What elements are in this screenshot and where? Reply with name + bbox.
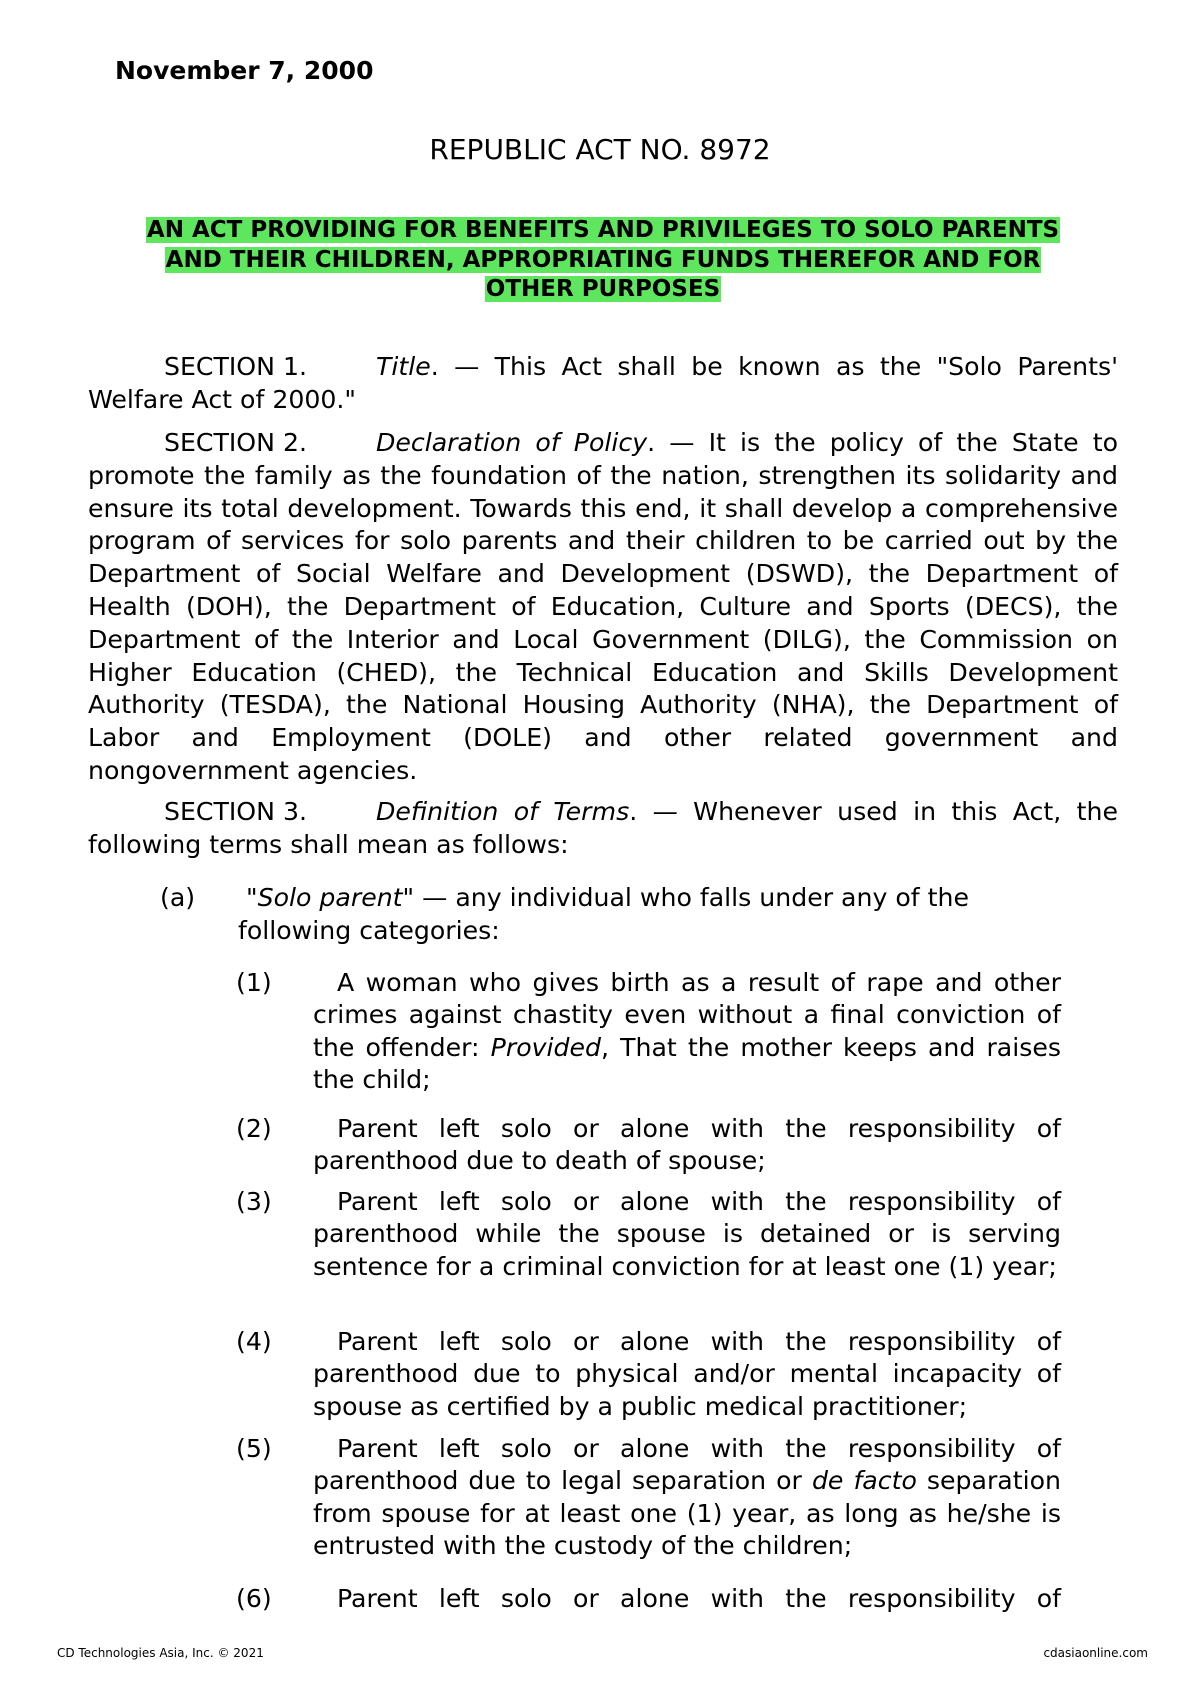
item-marker: (3) — [236, 1187, 272, 1216]
act-number: REPUBLIC ACT NO. 8972 — [429, 133, 771, 166]
item-marker: (4) — [236, 1327, 272, 1356]
section-text: . — Whenever used in this Act, the following terms shall mean as follows: — [88, 797, 1118, 859]
item-marker: (6) — [236, 1584, 272, 1613]
section-text: . — It is the policy of the State to promote the family as the foundation of the nation, strengthen its solidarity and ensure its total development. Towards this end, it shall develop a comprehensive program of services for solo parents and their children to be carried out by the Department of Social Welfare and Development (DSWD), the Department of Health (DOH), the Department of Education, Culture and Sports (DECS), the Department of the Interior and Local Government (DILG), the Commission on Higher Education (CHED), the Technical Education and Skills Development Authority (TESDA), the National Housing Authority (NHA), the Department of Labor and Employment (DOLE) and other related government and nongovernment agencies. — [88, 428, 1118, 785]
list-item: Parent left solo or alone with the responsibility of parenthood due to death of spouse; — [313, 1114, 1061, 1176]
footer-copyright: CD Technologies Asia, Inc. © 2021 — [57, 1646, 264, 1660]
section-label: SECTION 2. — [164, 428, 308, 457]
section-label: SECTION 1. — [164, 352, 308, 381]
section-1 — [88, 351, 1118, 417]
list-item — [313, 1433, 1061, 1563]
act-title — [88, 216, 1118, 305]
item-marker: (2) — [236, 1114, 272, 1143]
item-text: A woman who gives birth as a result of rape and other crimes against chastity even without a final conviction of the offender: — [313, 968, 1061, 1062]
list-item: Parent left solo or alone with the responsibility of parenthood while the spouse is detained or is serving sentence for a criminal conviction for at least one (1) year; — [313, 1187, 1061, 1281]
item-italic: Provided — [490, 1032, 601, 1062]
act-title-line: OTHER PURPOSES — [485, 276, 721, 302]
section-label: SECTION 3. — [164, 797, 308, 826]
section-3 — [88, 796, 1118, 862]
item-text: , That the mother keeps and raises the child; — [313, 1032, 1061, 1095]
section-text: . — This Act shall be known as the "Solo Parents' Welfare Act of 2000." — [88, 352, 1118, 414]
document-date: November 7, 2000 — [115, 56, 374, 85]
act-title-line: AND THEIR CHILDREN, APPROPRIATING FUNDS THEREFOR AND FOR — [165, 246, 1041, 273]
definition-a — [238, 882, 1018, 948]
act-title-line: AN ACT PROVIDING FOR BENEFITS AND PRIVILEGES TO SOLO PARENTS — [146, 217, 1060, 243]
list-item: Parent left solo or alone with the responsibility of — [337, 1584, 1061, 1613]
list-item — [313, 967, 1061, 1097]
footer-website: cdasiaonline.com — [1043, 1646, 1148, 1660]
item-italic: de facto — [811, 1466, 917, 1496]
section-2 — [88, 427, 1118, 788]
list-item: Parent left solo or alone with the responsibility of parenthood due to physical and/or mental incapacity of spouse as certified by a public medical practitioner; — [313, 1327, 1061, 1421]
item-text: separation from spouse for at least one (1) year, as long as he/she is entrusted with the custody of the children; — [313, 1466, 1061, 1561]
section-heading: Declaration of Policy — [376, 428, 648, 457]
section-heading: Title — [376, 352, 431, 381]
definition-term: "Solo parent" — [246, 883, 415, 912]
item-marker: (1) — [236, 968, 272, 997]
definition-marker: (a) — [160, 883, 196, 912]
section-heading: Definition of Terms — [376, 797, 630, 826]
item-marker: (5) — [236, 1434, 272, 1463]
item-text: Parent left solo or alone with the responsibility of parenthood due to legal separation or — [313, 1434, 1061, 1496]
definition-text: — any individual who falls under any of the following categories: — [238, 883, 969, 945]
